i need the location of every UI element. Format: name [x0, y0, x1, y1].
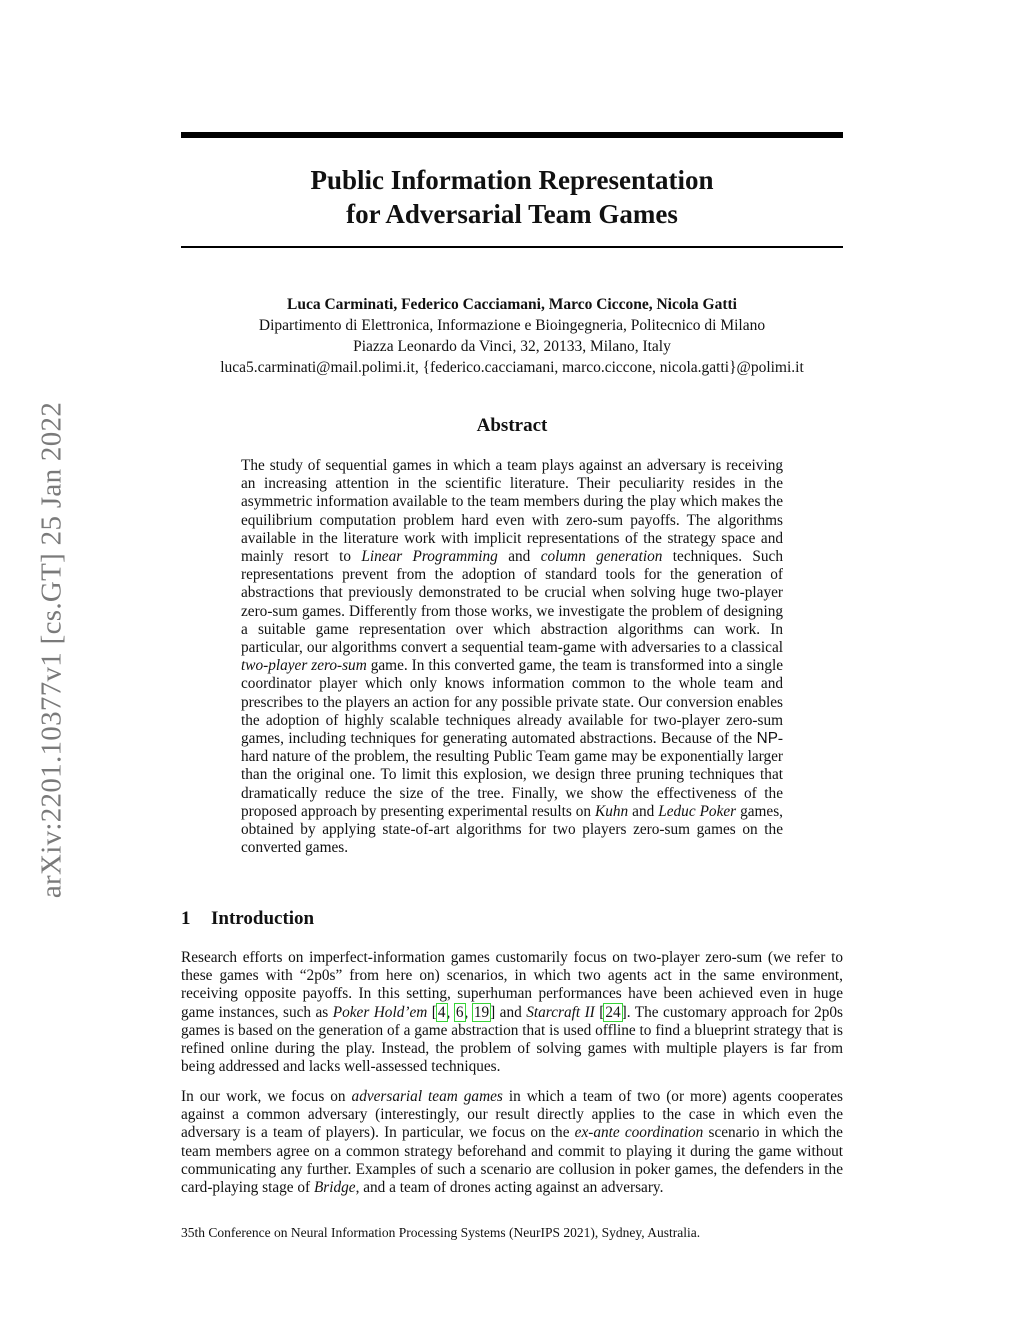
paragraph-emphasis: Starcraft II [526, 1003, 595, 1021]
abstract-emphasis: Leduc Poker [658, 802, 737, 820]
paragraph-text: [ [594, 1003, 605, 1021]
paragraph-text: In our work, we focus on [181, 1088, 352, 1105]
intro-paragraph-1 [181, 949, 843, 1076]
abstract-text: techniques. Such representations prevent from the adoption of standard tools for the generation of abstractions that previously demonstrated to be crucial when solving huge two-player zero-sum games. Differently from those works, we investigate the problem of designing a suitable game representation over which abstraction algorithms can work. In particular, our algorithms convert a sequential team-game with adversaries to a classical [241, 548, 783, 657]
paragraph-emphasis: ex-ante coordination [574, 1124, 704, 1142]
paragraph-text: scenario in which the team members agree on a common strategy beforehand and commit to playing it during the game without communicating any further. Examples of such a scenario are collusion in poker games, the defenders in the card-playing stage of [181, 1124, 843, 1197]
paragraph-text: in which a team of two (or more) agents cooperates against a common adversary (interestingly, our result directly applies to the case in which even the adversary is a team of players). In particular, we focus on the [181, 1088, 843, 1142]
title-bottom-rule [181, 246, 843, 248]
citation-link[interactable]: 19 [473, 1003, 490, 1021]
author-emails: luca5.carminati@mail.polimi.it, {federico.cacciamani, marco.ciccone, nicola.gatti}@polimi.it [220, 359, 804, 376]
abstract-text: games, obtained by applying state-of-art algorithms for two players zero-sum games on the converted games. [241, 802, 783, 857]
citation-link[interactable]: 24 [605, 1003, 621, 1021]
paragraph-text: [ [427, 1003, 437, 1021]
title-line-2: for Adversarial Team Games [346, 199, 678, 229]
abstract-text: -hard nature of the problem, the resulting Public Team game may be exponentially larger than the original one. To limit this explosion, we design three pruning techniques that dramatically reduce the size of the tree. Finally, we show the effectiveness of the proposed approach by presenting experimental results on [241, 730, 783, 820]
paragraph-text: ] and [490, 1003, 527, 1021]
abstract-body [241, 457, 783, 857]
section-title: Introduction [211, 908, 315, 929]
abstract-text: game. In this converted game, the team is transformed into a single coordinator player which only knows information common to the whole team and prescribes to the players an action for any possible private state. Our conversion enables the adoption of highly scalable techniques already available for two-player zero-sum games, including techniques for generating automated abstractions. Because of the [241, 657, 784, 748]
abstract-text: and [628, 802, 659, 820]
abstract-emphasis: Linear Programming [361, 548, 498, 566]
author-names: Luca Carminati, Federico Cacciamani, Marco Ciccone, Nicola Gatti [287, 296, 737, 313]
author-affiliation: Dipartimento di Elettronica, Informazione e Bioingegneria, Politecnico di Milano [258, 317, 766, 334]
title-line-1: Public Information Representation [310, 165, 714, 195]
paragraph-text: , [464, 1003, 473, 1021]
paragraph-text: , [446, 1003, 455, 1021]
abstract-text: The study of sequential games in which a team plays against an adversary is receiving an increasing attention in the scientific literature. Their peculiarity resides in the asymmetric information available to the team members during the play which makes the equilibrium computation problem hard even with zero-sum payoffs. The algorithms available in the literature work with implicit representations of the strategy space and mainly resort to [241, 457, 783, 566]
section-number: 1 [181, 908, 191, 929]
section-heading-introduction [181, 908, 314, 930]
intro-paragraph-2 [181, 1088, 843, 1197]
arxiv-identifier: arXiv:2201.10377v1 [cs.GT] 25 Jan 2022 [35, 401, 68, 899]
abstract-emphasis: column generation [540, 548, 663, 566]
np-complexity-label: NP [756, 730, 778, 748]
paragraph-emphasis: Bridge [313, 1179, 356, 1197]
citation-link[interactable]: 4 [437, 1003, 446, 1021]
paragraph-emphasis: Poker Hold’em [332, 1003, 428, 1021]
abstract-emphasis: two-player zero-sum [241, 657, 367, 675]
paragraph-text: ]. The customary approach for 2p0s games is based on the generation of a game abstraction that is used offline to find a blueprint strategy that is refined online during the play. Instead, the problem of solving games with multiple players is far from being addressed and lacks well-assessed techniques. [181, 1003, 843, 1076]
abstract-text: and [497, 548, 541, 566]
abstract-heading: Abstract [476, 415, 548, 436]
conference-footnote: 35th Conference on Neural Information Processing Systems (NeurIPS 2021), Sydney, Australia. [181, 1225, 701, 1240]
paragraph-emphasis: adversarial team games [351, 1088, 503, 1105]
title-top-rule [181, 132, 843, 138]
author-address: Piazza Leonardo da Vinci, 32, 20133, Milano, Italy [353, 338, 671, 355]
citation-link[interactable]: 6 [455, 1003, 464, 1021]
abstract-emphasis: Kuhn [595, 802, 629, 820]
paper-title [181, 163, 843, 231]
author-block [181, 294, 843, 378]
paragraph-text: Research efforts on imperfect-information games customarily focus on two-player zero-sum (we refer to these games with “2p0s” from here on) scenarios, in which two agents act in the same environment, receiving opposite payoffs. In this setting, superhuman performances have been achieved even in huge game instances, such as [181, 949, 843, 1021]
paragraph-text: , and a team of drones acting against an adversary. [355, 1179, 664, 1197]
